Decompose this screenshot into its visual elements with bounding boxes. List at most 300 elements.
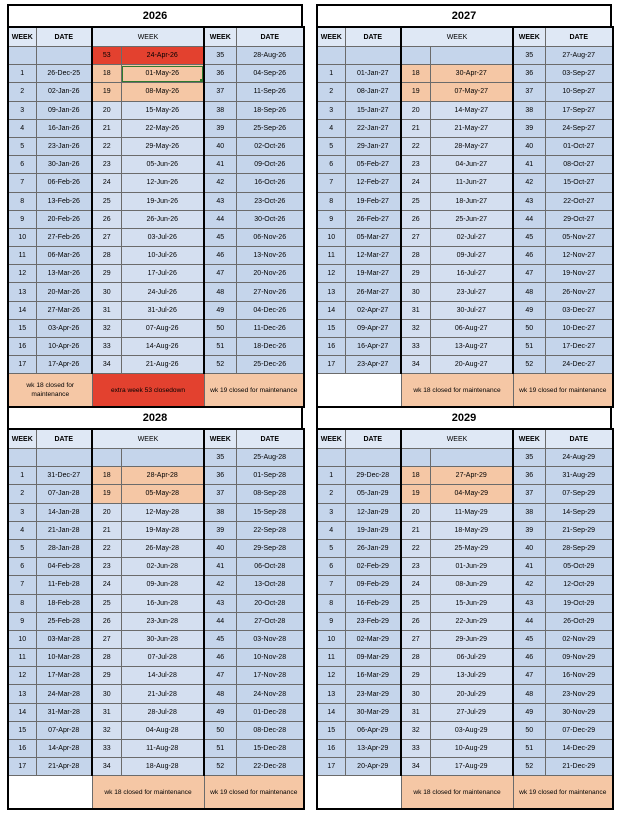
cell-date[interactable]: 27-Nov-26	[236, 283, 304, 301]
cell-week[interactable]: 44	[204, 612, 236, 630]
header-date[interactable]: DATE	[345, 27, 401, 47]
cell-date[interactable]: 28-Jan-28	[36, 539, 92, 557]
cell-week[interactable]: 53	[92, 47, 121, 65]
cell-date[interactable]: 15-May-26	[121, 101, 204, 119]
cell-week[interactable]: 7	[317, 174, 345, 192]
cell-date[interactable]	[121, 449, 204, 467]
cell-date[interactable]: 03-Sep-27	[545, 65, 613, 83]
cell-week[interactable]: 50	[204, 721, 236, 739]
cell-date[interactable]: 06-Nov-26	[236, 228, 304, 246]
cell-week[interactable]: 5	[317, 137, 345, 155]
cell-date[interactable]: 19-Jun-26	[121, 192, 204, 210]
cell-week[interactable]: 41	[204, 156, 236, 174]
cell-week[interactable]: 2	[8, 83, 36, 101]
cell-week[interactable]: 25	[401, 192, 430, 210]
cell-week[interactable]: 44	[513, 210, 545, 228]
cell-week[interactable]: 49	[204, 301, 236, 319]
cell-date[interactable]: 08-Sep-28	[236, 485, 304, 503]
cell-date[interactable]: 03-Dec-27	[545, 301, 613, 319]
cell-date[interactable]: 24-Dec-27	[545, 356, 613, 374]
cell-date[interactable]	[345, 47, 401, 65]
cell-date[interactable]: 10-Jul-26	[121, 247, 204, 265]
cell-date[interactable]: 02-Mar-29	[345, 630, 401, 648]
cell-week[interactable]: 21	[92, 119, 121, 137]
cell-date[interactable]: 14-May-27	[430, 101, 513, 119]
cell-date[interactable]: 04-May-29	[430, 485, 513, 503]
cell-week[interactable]: 6	[8, 558, 36, 576]
cell-date[interactable]: 10-Aug-29	[430, 740, 513, 758]
cell-date[interactable]: 06-Aug-27	[430, 319, 513, 337]
cell-week[interactable]: 15	[317, 319, 345, 337]
cell-date[interactable]: 17-Sep-27	[545, 101, 613, 119]
cell-week[interactable]: 19	[92, 485, 121, 503]
cell-date[interactable]: 25-Dec-26	[236, 356, 304, 374]
cell-date[interactable]: 07-Aug-26	[121, 319, 204, 337]
cell-week[interactable]: 31	[401, 301, 430, 319]
cell-date[interactable]	[36, 47, 92, 65]
cell-date[interactable]: 08-Oct-27	[545, 156, 613, 174]
cell-date[interactable]: 28-Aug-26	[236, 47, 304, 65]
cell-week[interactable]: 45	[513, 630, 545, 648]
cell-date[interactable]: 25-Jun-27	[430, 210, 513, 228]
cell-date[interactable]: 05-Jun-26	[121, 156, 204, 174]
cell-week[interactable]: 2	[317, 485, 345, 503]
cell-week[interactable]: 42	[204, 576, 236, 594]
cell-week[interactable]: 45	[204, 228, 236, 246]
cell-date[interactable]	[430, 47, 513, 65]
cell-week[interactable]: 41	[513, 156, 545, 174]
cell-week[interactable]: 21	[92, 521, 121, 539]
cell-week[interactable]: 23	[92, 156, 121, 174]
note-mid[interactable]: extra week 53 closedown	[92, 374, 204, 408]
cell-date[interactable]: 28-Jul-28	[121, 703, 204, 721]
cell-date[interactable]: 15-Dec-28	[236, 740, 304, 758]
cell-week[interactable]: 18	[401, 65, 430, 83]
cell-week[interactable]: 31	[92, 703, 121, 721]
cell-week[interactable]: 10	[8, 228, 36, 246]
cell-date[interactable]: 11-Feb-28	[36, 576, 92, 594]
cell-week[interactable]: 46	[204, 247, 236, 265]
cell-week[interactable]: 2	[8, 485, 36, 503]
cell-date[interactable]: 04-Feb-28	[36, 558, 92, 576]
cell-week[interactable]: 5	[8, 539, 36, 557]
cell-week[interactable]: 4	[8, 521, 36, 539]
cell-date[interactable]: 20-Mar-26	[36, 283, 92, 301]
cell-date[interactable]: 14-Sep-29	[545, 503, 613, 521]
cell-date[interactable]: 17-Dec-27	[545, 338, 613, 356]
cell-week[interactable]: 18	[92, 65, 121, 83]
header-date[interactable]: DATE	[545, 27, 613, 47]
cell-week[interactable]: 40	[513, 137, 545, 155]
note-left[interactable]	[317, 374, 401, 408]
cell-week[interactable]: 3	[8, 101, 36, 119]
cell-date[interactable]: 07-Apr-28	[36, 721, 92, 739]
cell-week[interactable]: 32	[92, 721, 121, 739]
cell-week[interactable]: 47	[204, 265, 236, 283]
cell-date[interactable]: 14-Jul-28	[121, 667, 204, 685]
cell-date[interactable]: 03-Nov-28	[236, 630, 304, 648]
cell-date[interactable]: 16-Jun-28	[121, 594, 204, 612]
cell-date[interactable]: 18-Sep-26	[236, 101, 304, 119]
cell-week[interactable]: 13	[8, 685, 36, 703]
note-right[interactable]: wk 19 closed for maintenance	[513, 776, 613, 810]
cell-date[interactable]: 03-Jul-26	[121, 228, 204, 246]
cell-date[interactable]: 04-Jun-27	[430, 156, 513, 174]
cell-week[interactable]: 34	[92, 758, 121, 776]
cell-week[interactable]: 48	[204, 283, 236, 301]
cell-week[interactable]: 52	[204, 758, 236, 776]
cell-date[interactable]: 09-Apr-27	[345, 319, 401, 337]
cell-week[interactable]: 23	[92, 558, 121, 576]
cell-date[interactable]: 27-Aug-27	[545, 47, 613, 65]
cell-week[interactable]: 39	[204, 521, 236, 539]
cell-date[interactable]: 07-Sep-29	[545, 485, 613, 503]
cell-week[interactable]: 27	[92, 630, 121, 648]
cell-week[interactable]: 46	[513, 247, 545, 265]
cell-date[interactable]: 13-Nov-26	[236, 247, 304, 265]
cell-date[interactable]: 21-Apr-28	[36, 758, 92, 776]
cell-date[interactable]: 04-Aug-28	[121, 721, 204, 739]
cell-week[interactable]: 22	[401, 137, 430, 155]
cell-date[interactable]: 09-Mar-29	[345, 649, 401, 667]
cell-date[interactable]: 22-Sep-28	[236, 521, 304, 539]
cell-week[interactable]: 11	[8, 247, 36, 265]
cell-date[interactable]: 22-Jun-29	[430, 612, 513, 630]
cell-date[interactable]: 27-Feb-26	[36, 228, 92, 246]
note-left[interactable]	[8, 776, 92, 810]
note-left[interactable]	[317, 776, 401, 810]
cell-week[interactable]: 16	[317, 338, 345, 356]
cell-week[interactable]	[317, 47, 345, 65]
cell-date[interactable]: 26-Dec-25	[36, 65, 92, 83]
cell-date[interactable]: 13-Apr-29	[345, 740, 401, 758]
cell-week[interactable]: 28	[401, 247, 430, 265]
cell-date[interactable]: 08-May-26	[121, 83, 204, 101]
header-date[interactable]: DATE	[545, 429, 613, 449]
cell-date[interactable]: 15-Jun-29	[430, 594, 513, 612]
cell-date[interactable]: 20-Jul-29	[430, 685, 513, 703]
note-mid[interactable]: wk 18 closed for maintenance	[401, 374, 513, 408]
cell-week[interactable]: 24	[401, 576, 430, 594]
cell-week[interactable]: 30	[92, 685, 121, 703]
cell-week[interactable]: 36	[513, 467, 545, 485]
header-week[interactable]: WEEK	[8, 429, 36, 449]
cell-date[interactable]: 08-Jan-27	[345, 83, 401, 101]
cell-date[interactable]: 13-Feb-26	[36, 192, 92, 210]
cell-week[interactable]: 29	[92, 667, 121, 685]
cell-week[interactable]: 49	[513, 703, 545, 721]
cell-date[interactable]: 13-Oct-28	[236, 576, 304, 594]
cell-date[interactable]: 06-Mar-26	[36, 247, 92, 265]
cell-week[interactable]: 35	[513, 47, 545, 65]
cell-week[interactable]: 15	[8, 319, 36, 337]
cell-week[interactable]: 22	[92, 539, 121, 557]
cell-date[interactable]: 30-Jan-26	[36, 156, 92, 174]
cell-date[interactable]: 17-Apr-26	[36, 356, 92, 374]
cell-week[interactable]: 38	[204, 101, 236, 119]
header-week[interactable]: WEEK	[204, 27, 236, 47]
cell-date[interactable]: 09-Feb-29	[345, 576, 401, 594]
cell-week[interactable]: 39	[513, 119, 545, 137]
cell-week[interactable]: 47	[513, 667, 545, 685]
cell-week[interactable]: 24	[92, 174, 121, 192]
cell-week[interactable]: 42	[513, 576, 545, 594]
cell-week[interactable]: 34	[92, 356, 121, 374]
cell-week[interactable]: 26	[92, 612, 121, 630]
cell-date[interactable]: 15-Sep-28	[236, 503, 304, 521]
cell-week[interactable]: 29	[401, 265, 430, 283]
cell-week[interactable]: 45	[204, 630, 236, 648]
cell-date[interactable]: 23-Mar-29	[345, 685, 401, 703]
cell-date[interactable]: 16-Mar-29	[345, 667, 401, 685]
cell-date[interactable]: 30-Nov-29	[545, 703, 613, 721]
cell-week[interactable]: 13	[317, 685, 345, 703]
cell-week[interactable]: 48	[513, 283, 545, 301]
cell-week[interactable]: 19	[401, 83, 430, 101]
cell-week[interactable]: 29	[92, 265, 121, 283]
cell-date[interactable]: 09-Nov-29	[545, 649, 613, 667]
cell-week[interactable]	[92, 449, 121, 467]
cell-week[interactable]: 49	[513, 301, 545, 319]
cell-date[interactable]: 18-Jun-27	[430, 192, 513, 210]
cell-week[interactable]: 12	[8, 667, 36, 685]
cell-date[interactable]: 27-Jul-29	[430, 703, 513, 721]
cell-week[interactable]: 5	[8, 137, 36, 155]
cell-date[interactable]: 21-Jan-28	[36, 521, 92, 539]
cell-week[interactable]	[8, 449, 36, 467]
header-week[interactable]: WEEK	[8, 27, 36, 47]
cell-date[interactable]: 26-Jan-29	[345, 539, 401, 557]
cell-date[interactable]: 20-Feb-26	[36, 210, 92, 228]
cell-week[interactable]: 44	[204, 210, 236, 228]
cell-week[interactable]: 11	[317, 247, 345, 265]
cell-date[interactable]: 02-Nov-29	[545, 630, 613, 648]
cell-date[interactable]: 10-Sep-27	[545, 83, 613, 101]
cell-week[interactable]: 3	[317, 101, 345, 119]
cell-week[interactable]: 30	[92, 283, 121, 301]
cell-date[interactable]: 18-Feb-28	[36, 594, 92, 612]
cell-date[interactable]: 07-Dec-29	[545, 721, 613, 739]
cell-date[interactable]: 12-Nov-27	[545, 247, 613, 265]
cell-week[interactable]: 48	[513, 685, 545, 703]
cell-week[interactable]: 6	[317, 156, 345, 174]
cell-week[interactable]	[401, 449, 430, 467]
cell-date[interactable]: 30-Apr-27	[430, 65, 513, 83]
cell-week[interactable]: 2	[317, 83, 345, 101]
cell-week[interactable]: 8	[317, 192, 345, 210]
cell-week[interactable]: 52	[204, 356, 236, 374]
cell-week[interactable]: 39	[204, 119, 236, 137]
cell-week[interactable]: 50	[204, 319, 236, 337]
cell-date[interactable]: 27-Apr-29	[430, 467, 513, 485]
cell-date[interactable]: 12-Oct-29	[545, 576, 613, 594]
cell-week[interactable]: 10	[8, 630, 36, 648]
cell-date[interactable]: 17-Jul-26	[121, 265, 204, 283]
cell-week[interactable]: 11	[317, 649, 345, 667]
cell-date[interactable]: 19-May-28	[121, 521, 204, 539]
cell-date[interactable]: 01-May-26	[121, 65, 204, 83]
note-left[interactable]: wk 18 closed for maintenance	[8, 374, 92, 408]
cell-date[interactable]: 26-Mar-27	[345, 283, 401, 301]
cell-date[interactable]: 29-May-26	[121, 137, 204, 155]
cell-week[interactable]: 42	[513, 174, 545, 192]
cell-date[interactable]: 29-Jan-27	[345, 137, 401, 155]
cell-date[interactable]: 14-Jan-28	[36, 503, 92, 521]
cell-week[interactable]: 47	[513, 265, 545, 283]
cell-date[interactable]: 20-Oct-28	[236, 594, 304, 612]
cell-date[interactable]: 16-Oct-26	[236, 174, 304, 192]
cell-week[interactable]: 17	[8, 758, 36, 776]
cell-date[interactable]: 19-Feb-27	[345, 192, 401, 210]
cell-date[interactable]: 26-Jun-26	[121, 210, 204, 228]
header-week[interactable]: WEEK	[317, 27, 345, 47]
header-week[interactable]: WEEK	[513, 429, 545, 449]
cell-week[interactable]: 51	[513, 740, 545, 758]
note-mid[interactable]: wk 18 closed for maintenance	[92, 776, 204, 810]
cell-date[interactable]: 29-Jun-29	[430, 630, 513, 648]
cell-week[interactable]: 49	[204, 703, 236, 721]
cell-date[interactable]: 31-Aug-29	[545, 467, 613, 485]
cell-week[interactable]: 46	[513, 649, 545, 667]
cell-date[interactable]: 03-Aug-29	[430, 721, 513, 739]
cell-date[interactable]: 24-Aug-29	[545, 449, 613, 467]
cell-date[interactable]	[345, 449, 401, 467]
cell-date[interactable]: 06-Jul-29	[430, 649, 513, 667]
cell-date[interactable]: 28-May-27	[430, 137, 513, 155]
cell-date[interactable]: 21-Dec-29	[545, 758, 613, 776]
cell-week[interactable]: 33	[92, 338, 121, 356]
cell-week[interactable]: 33	[401, 338, 430, 356]
cell-date[interactable]: 27-Oct-28	[236, 612, 304, 630]
cell-week[interactable]: 16	[317, 740, 345, 758]
cell-week[interactable]: 50	[513, 721, 545, 739]
cell-week[interactable]: 8	[317, 594, 345, 612]
cell-week[interactable]: 14	[317, 703, 345, 721]
cell-week[interactable]: 41	[204, 558, 236, 576]
cell-date[interactable]: 11-May-29	[430, 503, 513, 521]
cell-date[interactable]: 23-Jul-27	[430, 283, 513, 301]
cell-date[interactable]: 06-Apr-29	[345, 721, 401, 739]
cell-date[interactable]: 21-Jul-28	[121, 685, 204, 703]
cell-week[interactable]: 22	[92, 137, 121, 155]
cell-date[interactable]: 20-Aug-27	[430, 356, 513, 374]
cell-week[interactable]: 8	[8, 594, 36, 612]
cell-week[interactable]: 37	[204, 83, 236, 101]
cell-week[interactable]: 16	[8, 740, 36, 758]
cell-week[interactable]: 29	[401, 667, 430, 685]
cell-date[interactable]: 30-Oct-26	[236, 210, 304, 228]
cell-date[interactable]: 02-Jul-27	[430, 228, 513, 246]
cell-week[interactable]: 12	[317, 667, 345, 685]
cell-date[interactable]: 12-Jun-26	[121, 174, 204, 192]
cell-week[interactable]: 33	[401, 740, 430, 758]
cell-date[interactable]: 10-Dec-27	[545, 319, 613, 337]
cell-date[interactable]: 29-Sep-28	[236, 539, 304, 557]
year-title[interactable]: 2027	[316, 4, 612, 26]
cell-week[interactable]: 28	[92, 649, 121, 667]
cell-week[interactable]: 9	[317, 612, 345, 630]
cell-date[interactable]: 02-Feb-29	[345, 558, 401, 576]
cell-week[interactable]: 30	[401, 685, 430, 703]
cell-date[interactable]: 02-Jun-28	[121, 558, 204, 576]
cell-date[interactable]: 22-May-26	[121, 119, 204, 137]
cell-date[interactable]: 09-Jan-26	[36, 101, 92, 119]
header-week-mid[interactable]: WEEK	[92, 27, 204, 47]
cell-date[interactable]: 07-May-27	[430, 83, 513, 101]
header-date[interactable]: DATE	[345, 429, 401, 449]
cell-week[interactable]	[401, 47, 430, 65]
cell-date[interactable]: 30-Jul-27	[430, 301, 513, 319]
cell-week[interactable]: 46	[204, 649, 236, 667]
cell-week[interactable]: 38	[513, 101, 545, 119]
cell-week[interactable]: 32	[401, 721, 430, 739]
cell-week[interactable]: 5	[317, 539, 345, 557]
cell-date[interactable]: 09-Oct-26	[236, 156, 304, 174]
cell-date[interactable]	[36, 449, 92, 467]
cell-week[interactable]: 25	[401, 594, 430, 612]
cell-date[interactable]: 18-May-29	[430, 521, 513, 539]
cell-date[interactable]: 10-Apr-26	[36, 338, 92, 356]
cell-date[interactable]: 24-Sep-27	[545, 119, 613, 137]
cell-week[interactable]: 9	[8, 612, 36, 630]
cell-week[interactable]: 35	[204, 449, 236, 467]
header-date[interactable]: DATE	[236, 27, 304, 47]
cell-week[interactable]: 17	[8, 356, 36, 374]
cell-week[interactable]: 23	[401, 156, 430, 174]
cell-date[interactable]: 08-Jun-29	[430, 576, 513, 594]
header-week[interactable]: WEEK	[513, 27, 545, 47]
cell-week[interactable]: 25	[92, 192, 121, 210]
cell-week[interactable]: 52	[513, 356, 545, 374]
cell-date[interactable]: 05-Nov-27	[545, 228, 613, 246]
cell-date[interactable]: 23-Feb-29	[345, 612, 401, 630]
cell-week[interactable]: 14	[317, 301, 345, 319]
cell-week[interactable]: 36	[204, 65, 236, 83]
cell-date[interactable]: 31-Jul-26	[121, 301, 204, 319]
cell-date[interactable]: 02-Jan-26	[36, 83, 92, 101]
cell-week[interactable]: 1	[8, 65, 36, 83]
cell-week[interactable]: 26	[401, 612, 430, 630]
cell-date[interactable]: 22-Dec-28	[236, 758, 304, 776]
cell-date[interactable]: 19-Jan-29	[345, 521, 401, 539]
cell-date[interactable]: 04-Sep-26	[236, 65, 304, 83]
cell-week[interactable]: 8	[8, 192, 36, 210]
cell-date[interactable]: 16-Feb-29	[345, 594, 401, 612]
cell-date[interactable]: 23-Oct-26	[236, 192, 304, 210]
cell-date[interactable]: 13-Mar-26	[36, 265, 92, 283]
cell-week[interactable]: 14	[8, 301, 36, 319]
cell-date[interactable]: 25-Sep-26	[236, 119, 304, 137]
note-right[interactable]: wk 19 closed for maintenance	[204, 776, 304, 810]
cell-week[interactable]: 51	[513, 338, 545, 356]
cell-week[interactable]: 9	[8, 210, 36, 228]
cell-week[interactable]: 10	[317, 630, 345, 648]
cell-date[interactable]: 11-Jun-27	[430, 174, 513, 192]
cell-date[interactable]: 18-Dec-26	[236, 338, 304, 356]
cell-week[interactable]: 18	[401, 467, 430, 485]
cell-week[interactable]: 38	[204, 503, 236, 521]
cell-date[interactable]: 26-May-28	[121, 539, 204, 557]
cell-week[interactable]: 4	[317, 119, 345, 137]
header-date[interactable]: DATE	[36, 429, 92, 449]
year-title[interactable]: 2026	[7, 4, 303, 26]
cell-week[interactable]	[317, 449, 345, 467]
cell-date[interactable]: 30-Jun-28	[121, 630, 204, 648]
cell-week[interactable]: 13	[8, 283, 36, 301]
cell-date[interactable]: 23-Apr-27	[345, 356, 401, 374]
cell-week[interactable]: 10	[317, 228, 345, 246]
cell-date[interactable]: 16-Jan-26	[36, 119, 92, 137]
